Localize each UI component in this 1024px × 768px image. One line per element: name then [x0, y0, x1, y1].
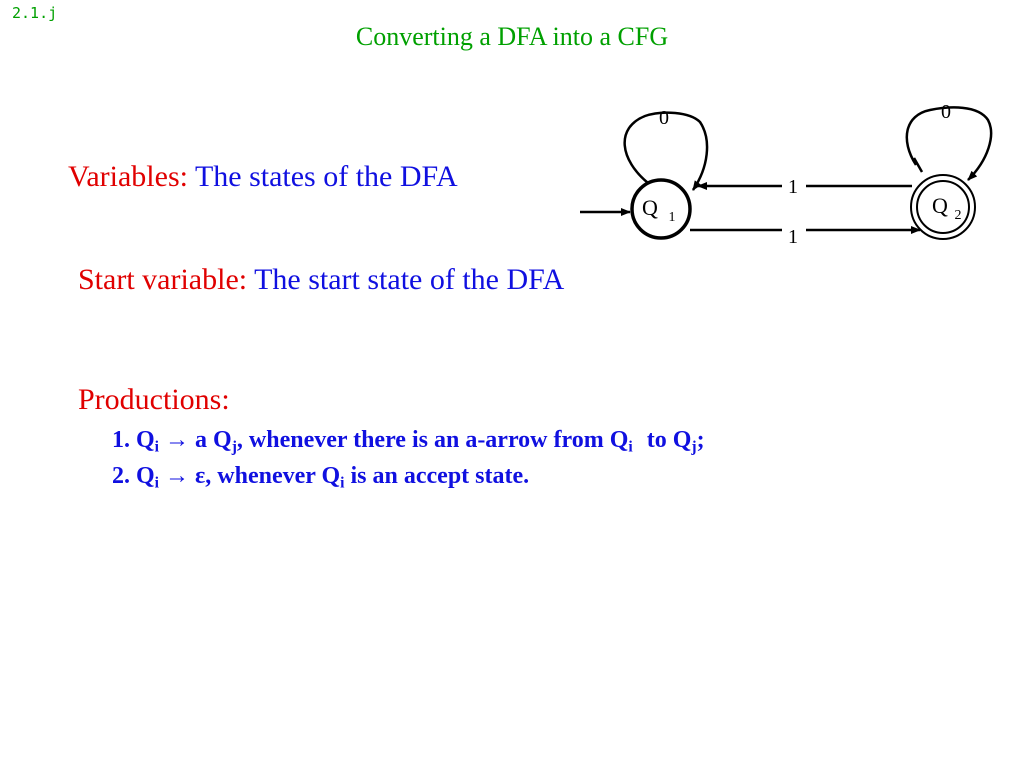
- rule-rhs-subscript: j: [231, 438, 237, 456]
- rule-condition-subscript: i: [628, 438, 633, 456]
- transition-label: 0: [941, 101, 951, 123]
- start-variable-text: The start state of the DFA: [254, 263, 565, 296]
- start-variable-label: Start variable:: [78, 263, 248, 296]
- rule-number: 2.: [112, 463, 130, 489]
- variables-label: Variables:: [68, 160, 188, 193]
- rule-condition-target-subscript: j: [691, 438, 697, 456]
- derives-arrow: →: [165, 427, 190, 453]
- rule-lhs: Q: [136, 427, 155, 453]
- transition-label: 1: [788, 226, 798, 248]
- rule-lhs-subscript: i: [154, 438, 160, 456]
- derives-arrow: →: [165, 463, 190, 489]
- state-q2-label: Q: [932, 193, 948, 218]
- slide-number: 2.1.j: [12, 4, 58, 22]
- rule-end: ;: [696, 427, 705, 453]
- rule-rhs: a Q: [195, 427, 232, 453]
- state-q1-label: Q: [642, 195, 658, 220]
- rule-lhs: Q: [136, 463, 155, 489]
- productions-label: Productions:: [78, 383, 230, 416]
- rule-condition: , whenever there is an a-arrow from Q: [236, 427, 629, 453]
- rule-number: 1.: [112, 427, 130, 453]
- rule-condition: , whenever Q: [205, 463, 341, 489]
- epsilon-symbol: ε: [195, 463, 206, 489]
- state-q1: [632, 180, 690, 238]
- rule-lhs-subscript: i: [154, 474, 160, 492]
- slide-title: Converting a DFA into a CFG: [355, 22, 669, 51]
- rule-condition-target: to Q: [646, 427, 692, 453]
- variables-text: The states of the DFA: [194, 160, 458, 193]
- state-q2-subscript: 2: [954, 208, 962, 223]
- transition-label: 0: [659, 107, 669, 129]
- rule-end: is an accept state.: [350, 463, 530, 489]
- rule-condition-subscript: i: [340, 474, 345, 492]
- state-q1-subscript: 1: [668, 210, 676, 225]
- transition-label: 1: [788, 176, 798, 198]
